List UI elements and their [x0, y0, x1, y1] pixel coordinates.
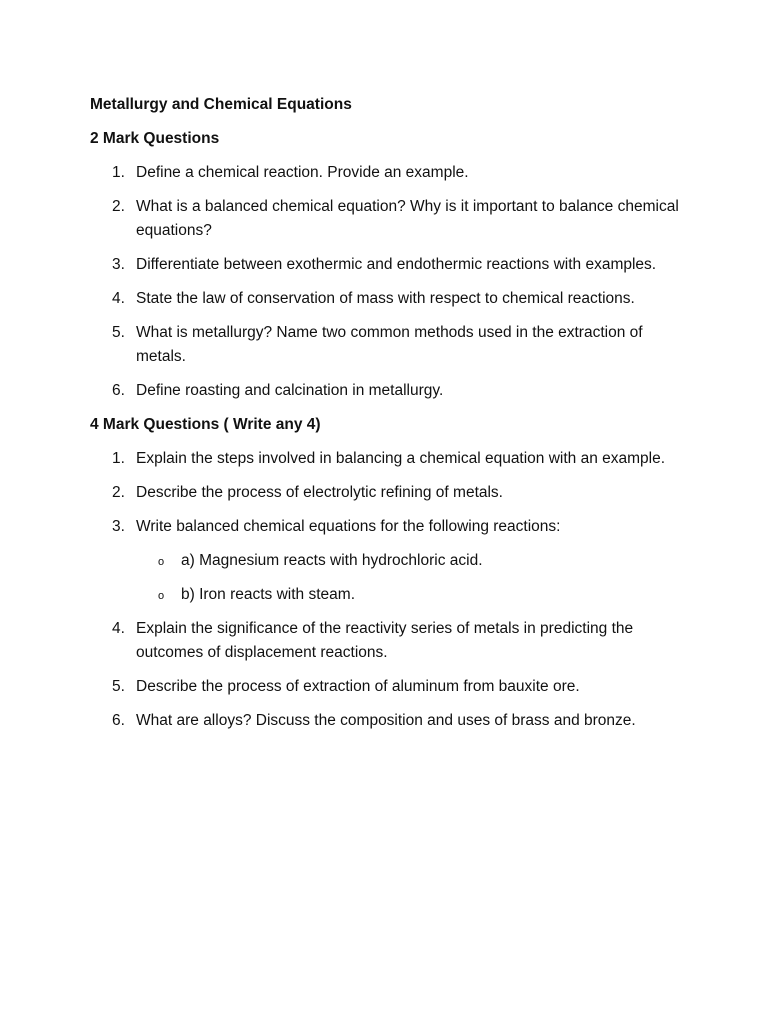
question-item — [90, 379, 690, 403]
question-number: 5. — [112, 324, 125, 341]
question-item — [90, 253, 690, 277]
question-text: What are alloys? Discuss the composition and uses of brass and bronze. — [136, 712, 636, 729]
question-number: 4. — [112, 290, 125, 307]
sub-question-list — [136, 549, 690, 607]
sub-question-text: a) Magnesium reacts with hydrochloric acid. — [181, 552, 483, 569]
question-list-2-mark — [90, 161, 690, 403]
question-item — [90, 287, 690, 311]
sub-question-text: b) Iron reacts with steam. — [181, 586, 356, 603]
question-number: 4. — [112, 620, 125, 637]
question-text: Differentiate between exothermic and endothermic reactions with examples. — [136, 256, 657, 273]
section-heading-4-mark: 4 Mark Questions ( Write any 4) — [90, 416, 321, 433]
question-text: Describe the process of electrolytic refining of metals. — [136, 484, 503, 501]
question-text: Define a chemical reaction. Provide an example. — [136, 164, 469, 181]
question-item — [90, 675, 690, 699]
question-item — [90, 709, 690, 733]
question-number: 6. — [112, 382, 125, 399]
question-text: Explain the steps involved in balancing a chemical equation with an example. — [136, 450, 666, 467]
question-item — [90, 195, 690, 243]
question-number: 2. — [112, 484, 125, 501]
document-page — [90, 93, 690, 743]
section-heading-2-mark: 2 Mark Questions — [90, 130, 220, 147]
circle-bullet-icon: o — [158, 556, 165, 568]
question-number: 3. — [112, 518, 125, 535]
question-text: What is a balanced chemical equation? Why is it important to balance chemical equations? — [136, 198, 679, 239]
question-text: What is metallurgy? Name two common methods used in the extraction of metals. — [136, 324, 643, 365]
question-item — [90, 321, 690, 369]
question-number: 2. — [112, 198, 125, 215]
circle-bullet-icon: o — [158, 590, 165, 602]
question-item — [90, 481, 690, 505]
question-list-4-mark — [90, 447, 690, 733]
question-number: 1. — [112, 164, 125, 181]
question-text: State the law of conservation of mass with respect to chemical reactions. — [136, 290, 635, 307]
question-text: Describe the process of extraction of aluminum from bauxite ore. — [136, 678, 580, 695]
sub-question-item — [136, 549, 690, 573]
question-text: Explain the significance of the reactivity series of metals in predicting the outcomes of displacement reactions. — [136, 620, 634, 661]
question-item — [90, 161, 690, 185]
question-text: Define roasting and calcination in metallurgy. — [136, 382, 444, 399]
question-item — [90, 617, 690, 665]
question-item — [90, 447, 690, 471]
question-number: 6. — [112, 712, 125, 729]
question-number: 1. — [112, 450, 125, 467]
document-title: Metallurgy and Chemical Equations — [90, 96, 352, 113]
sub-question-item — [136, 583, 690, 607]
question-number: 5. — [112, 678, 125, 695]
question-text: Write balanced chemical equations for the following reactions: — [136, 518, 561, 535]
question-number: 3. — [112, 256, 125, 273]
question-item — [90, 515, 690, 607]
